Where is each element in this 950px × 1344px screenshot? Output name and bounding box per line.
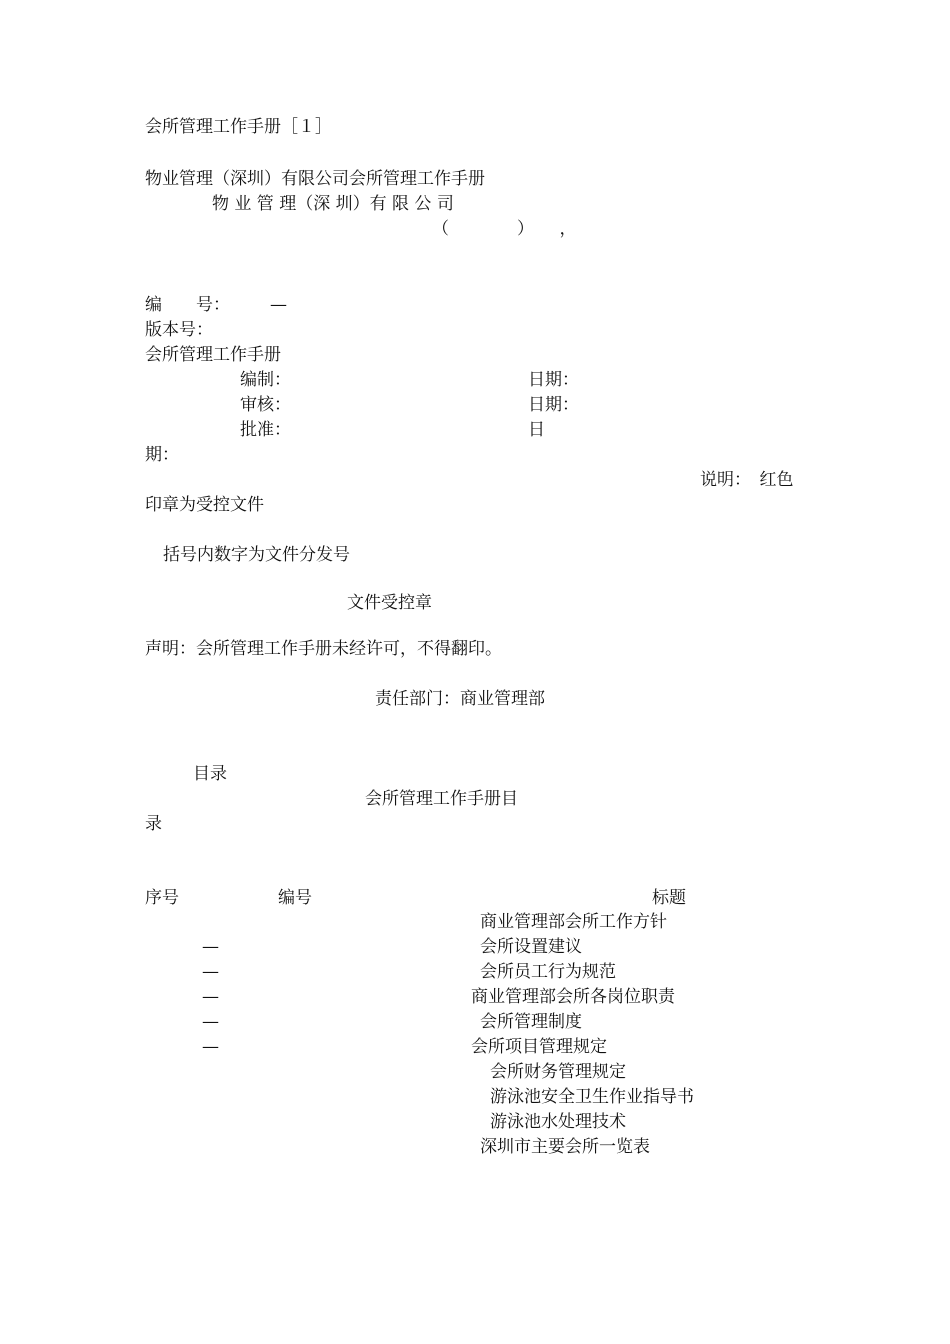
toc-row-dash: — bbox=[202, 1037, 219, 1057]
note-label: 说明： 红色 bbox=[700, 470, 794, 490]
toc-row-title: 游泳池安全卫生作业指导书 bbox=[490, 1087, 694, 1107]
review-date-label: 日期： bbox=[528, 395, 579, 415]
compile-label: 编制： bbox=[240, 370, 291, 390]
toc-title-continuation: 录 bbox=[145, 814, 162, 834]
number-label: 编 号： bbox=[145, 295, 230, 315]
toc-row-title: 会所财务管理规定 bbox=[490, 1062, 626, 1082]
manual-title: 会所管理工作手册［１］ bbox=[145, 117, 332, 137]
toc-row bbox=[0, 935, 950, 960]
toc-row-title: 会所员工行为规范 bbox=[480, 962, 616, 982]
toc-row bbox=[0, 1110, 950, 1135]
company-name: 物 业 管 理（深 圳）有 限 公 司 bbox=[212, 194, 454, 214]
bracket-note: 括号内数字为文件分发号 bbox=[163, 545, 350, 565]
number-value: — bbox=[270, 295, 287, 315]
statement: 声明：会所管理工作手册未经许可，不得翻印。 bbox=[145, 639, 502, 659]
toc-row-title: 游泳池水处理技术 bbox=[490, 1112, 626, 1132]
toc-row-dash: — bbox=[202, 987, 219, 1007]
toc-row-title: 商业管理部会所各岗位职责 bbox=[471, 987, 675, 1007]
manual-name: 会所管理工作手册 bbox=[145, 345, 281, 365]
toc-row-dash: — bbox=[202, 962, 219, 982]
toc-row bbox=[0, 1035, 950, 1060]
toc-row bbox=[0, 1135, 950, 1160]
col-header-title: 标题 bbox=[652, 888, 686, 908]
note-continuation: 印章为受控文件 bbox=[145, 495, 264, 515]
approve-date-label-b: 期： bbox=[145, 445, 179, 465]
review-label: 审核： bbox=[240, 395, 291, 415]
toc-row bbox=[0, 985, 950, 1010]
approve-date-label-a: 日 bbox=[528, 420, 545, 440]
toc-row-title: 会所管理制度 bbox=[480, 1012, 582, 1032]
toc-row bbox=[0, 960, 950, 985]
toc-row-dash: — bbox=[202, 937, 219, 957]
toc-row-title: 会所项目管理规定 bbox=[471, 1037, 607, 1057]
toc-row-title: 深圳市主要会所一览表 bbox=[480, 1137, 650, 1157]
responsible-dept: 责任部门：商业管理部 bbox=[375, 689, 545, 709]
control-stamp-label: 文件受控章 bbox=[347, 593, 432, 613]
col-header-code: 编号 bbox=[278, 888, 312, 908]
compile-date-label: 日期： bbox=[528, 370, 579, 390]
toc-row bbox=[0, 1085, 950, 1110]
document-title: 物业管理（深圳）有限公司会所管理工作手册 bbox=[145, 169, 485, 189]
version-label: 版本号： bbox=[145, 320, 213, 340]
toc-row-dash: — bbox=[202, 1012, 219, 1032]
approve-label: 批准： bbox=[240, 420, 291, 440]
toc-row bbox=[0, 910, 950, 935]
toc-row bbox=[0, 1060, 950, 1085]
toc-title: 会所管理工作手册目 bbox=[365, 789, 518, 809]
col-header-seq: 序号 bbox=[145, 888, 179, 908]
toc-row bbox=[0, 1010, 950, 1035]
toc-row-title: 商业管理部会所工作方针 bbox=[480, 912, 667, 932]
toc-row-title: 会所设置建议 bbox=[480, 937, 582, 957]
distribution-bracket-line: （ ） ， bbox=[432, 219, 577, 239]
toc-heading: 目录 bbox=[193, 764, 227, 784]
